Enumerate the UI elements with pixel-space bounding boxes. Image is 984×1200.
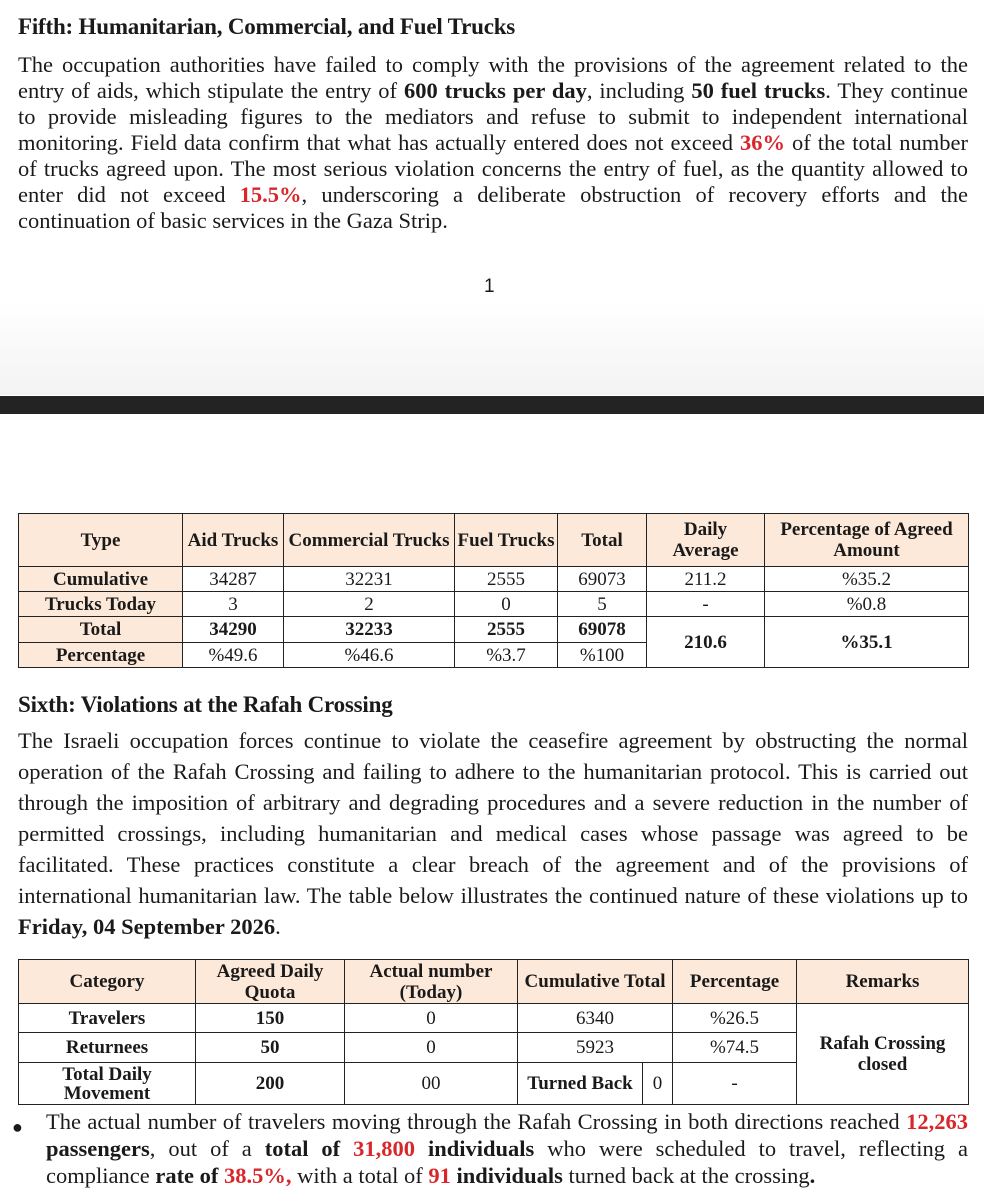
table-cell: %46.6 xyxy=(284,643,455,668)
table-cell: 150 xyxy=(196,1004,345,1033)
remarks-cell: Rafah Crossing closed xyxy=(797,1004,969,1105)
table-header-row xyxy=(19,960,969,1004)
bullet-icon: ● xyxy=(12,1117,23,1137)
header-remarks: Remarks xyxy=(797,960,969,1004)
table-cell: 5 xyxy=(558,592,647,617)
table-cell: 0 xyxy=(643,1063,673,1105)
table-cell: 69073 xyxy=(558,567,647,592)
table-cell: %3.7 xyxy=(455,643,558,668)
table-cell: 00 xyxy=(345,1063,518,1105)
section-paragraph-trucks: The occupation authorities have failed to comply with the provisions of the agreement related to the entry of aids, which stipulate the entry of 600 trucks per day, including 50 fuel trucks. They continue to provide misleading figures to the mediators and refuse to submit to independent international monitoring. Field data confirm that what has actually entered does not exceed 36% of the total number of trucks agreed upon. The most serious violation concerns the entry of fuel, as the quantity allowed to enter did not exceed 15.5%, underscoring a deliberate obstruction of recovery efforts and the continuation of basic services in the Gaza Strip. xyxy=(18,52,969,233)
table-cell: 34287 xyxy=(183,567,284,592)
header-cumulative-total: Cumulative Total xyxy=(518,960,673,1004)
table-cell: %26.5 xyxy=(673,1004,797,1033)
table-row xyxy=(19,567,969,592)
table-row xyxy=(19,1004,969,1033)
table-cell: 69078 xyxy=(558,617,647,643)
header-daily-average: Daily Average xyxy=(647,514,765,567)
row-label: Total xyxy=(19,617,183,643)
header-percentage: Percentage xyxy=(673,960,797,1004)
table-cell: 32231 xyxy=(284,567,455,592)
table-cell: 5923 xyxy=(518,1033,673,1063)
rafah-table xyxy=(18,959,969,1105)
trucks-table xyxy=(18,513,969,668)
section-paragraph-rafah: The Israeli occupation forces continue to violate the ceasefire agreement by obstructing the normal operation of the Rafah Crossing and failing to adhere to the humanitarian protocol. This is carried out through the imposition of arbitrary and degrading procedures and a severe reduction in the number of permitted crossings, including humanitarian and medical cases whose passage was agreed to be facilitated. These practices constitute a clear breach of the agreement and of the provisions of international humanitarian law. The table below illustrates the continued nature of these violations up to Friday, 04 September 2026. xyxy=(18,728,968,939)
table-cell: 50 xyxy=(196,1033,345,1063)
header-category: Category xyxy=(19,960,196,1004)
header-actual-number: Actual number (Today) xyxy=(345,960,518,1004)
table-cell: 34290 xyxy=(183,617,284,643)
table-cell: 6340 xyxy=(518,1004,673,1033)
table-cell: 0 xyxy=(345,1033,518,1063)
page-number: 1 xyxy=(484,276,495,297)
table-cell: %35.2 xyxy=(765,567,969,592)
table-cell: - xyxy=(673,1063,797,1105)
row-label: Returnees xyxy=(19,1033,196,1063)
table-cell: 2555 xyxy=(455,567,558,592)
table-cell: 32233 xyxy=(284,617,455,643)
table-cell: %100 xyxy=(558,643,647,668)
row-label: Trucks Today xyxy=(19,592,183,617)
row-label: Total Daily Movement xyxy=(19,1063,196,1105)
page-break-bar xyxy=(0,396,984,414)
table-row xyxy=(19,592,969,617)
table-cell: 200 xyxy=(196,1063,345,1105)
row-label: Travelers xyxy=(19,1004,196,1033)
merged-percentage: %35.1 xyxy=(765,617,969,668)
table-cell: - xyxy=(647,592,765,617)
table-cell: %0.8 xyxy=(765,592,969,617)
header-agreed-quota: Agreed Daily Quota xyxy=(196,960,345,1004)
table-cell: 0 xyxy=(345,1004,518,1033)
bullet-summary: The actual number of travelers moving through the Rafah Crossing in both directions reached 12,263 passengers, out of a total of 31,800 individuals who were scheduled to travel, reflecting a compliance rate of 38.5%, with a total of 91 individuals turned back at the crossing. xyxy=(46,1109,968,1188)
header-percentage-agreed: Percentage of Agreed Amount xyxy=(765,514,969,567)
row-label: Percentage xyxy=(19,643,183,668)
table-cell: 3 xyxy=(183,592,284,617)
table-cell: 2555 xyxy=(455,617,558,643)
turned-back-label: Turned Back xyxy=(518,1063,643,1105)
table-header-row xyxy=(19,514,969,567)
header-fuel-trucks: Fuel Trucks xyxy=(455,514,558,567)
row-label: Cumulative xyxy=(19,567,183,592)
table-cell: 2 xyxy=(284,592,455,617)
table-cell: 0 xyxy=(455,592,558,617)
section-heading-trucks: Fifth: Humanitarian, Commercial, and Fuel Trucks xyxy=(18,14,516,39)
table-cell: %49.6 xyxy=(183,643,284,668)
header-total: Total xyxy=(558,514,647,567)
header-type: Type xyxy=(19,514,183,567)
table-row xyxy=(19,617,969,643)
header-commercial-trucks: Commercial Trucks xyxy=(284,514,455,567)
table-cell: %74.5 xyxy=(673,1033,797,1063)
section-heading-rafah: Sixth: Violations at the Rafah Crossing xyxy=(18,692,393,717)
merged-daily-average: 210.6 xyxy=(647,617,765,668)
header-aid-trucks: Aid Trucks xyxy=(183,514,284,567)
table-cell: 211.2 xyxy=(647,567,765,592)
